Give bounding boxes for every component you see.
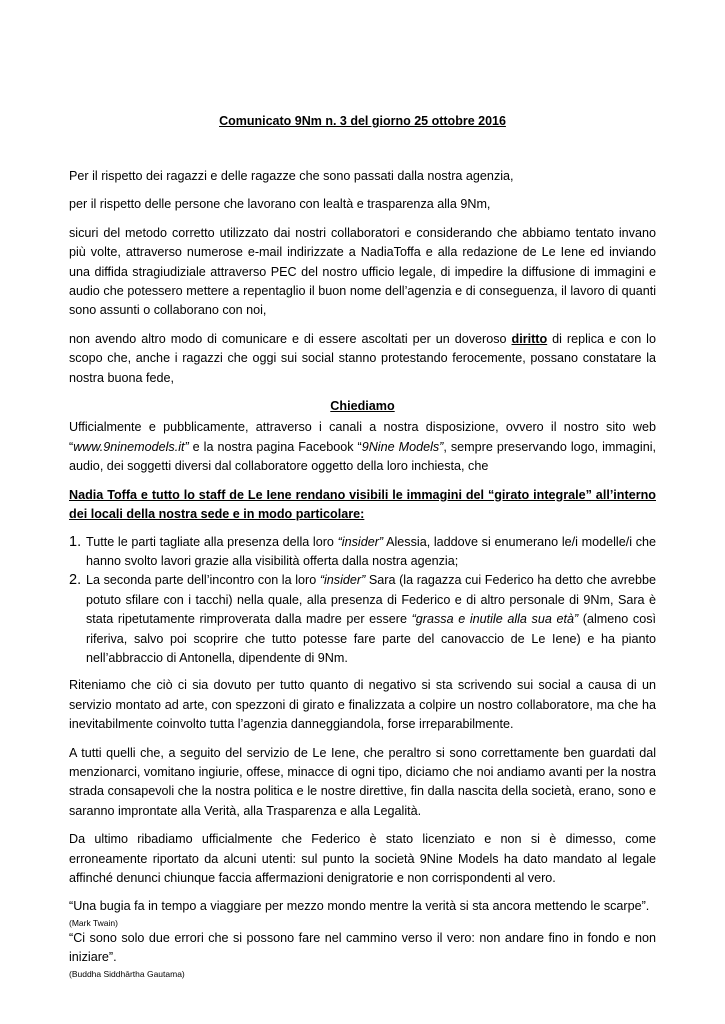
document-title: Comunicato 9Nm n. 3 del giorno 25 ottobre 2016 — [219, 114, 506, 128]
paragraph-1: Per il rispetto dei ragazzi e delle ragazze che sono passati dalla nostra agenzia, — [69, 169, 514, 183]
list-item — [69, 571, 656, 668]
paragraph-3: sicuri del metodo corretto utilizzato dai nostri collaboratori e considerando che abbiamo tentato invano più volte, attraverso numerose e-mail indirizzate a NadiaToffa e alla redazione de Le Iene ed inviando una diffida stragiudiziale attraverso PEC del nostro ufficio legale, di impedire la diffusione di immagini e audio che potessero mettere a repentaglio il buon nome dell’agenzia e di conseguenza, il lavoro di quanti sono assunti o collaborano con noi, — [69, 225, 656, 318]
list-item-text-a: Tutte le parti tagliate alla presenza della loro — [86, 534, 338, 549]
paragraph-4 — [69, 330, 656, 388]
website-name: www.9ninemodels.it” — [73, 439, 189, 454]
quote-1: “Una bugia fa in tempo a viaggiare per mezzo mondo mentre la verità si sta ancora mettendo le scarpe”. — [69, 899, 650, 914]
list-item-text-b: Alessia, laddove si enumerano le/i modelle/i che hanno svolto lavori grazie alla visibilità offerta dalla nostra agenzia; — [86, 534, 656, 568]
list-number: 2. — [69, 572, 82, 589]
quote-2-author: (Buddha Siddhārtha Gautama) — [69, 968, 185, 979]
list-item-text-c: (almeno così riferiva, salvo poi scoprire che tutto potesse fare parte del canovaccio de Le Iene) e ha pianto nell’abbraccio di Antonella, dipendente di 9Nm. — [86, 612, 656, 665]
list-item — [69, 533, 656, 572]
list-item-text-a: La seconda parte dell’incontro con la loro — [86, 573, 320, 588]
paragraph-4-emphasis: diritto — [511, 331, 548, 346]
list-item-emphasis: “insider” — [337, 534, 384, 549]
list-item-emphasis: “insider” — [319, 573, 366, 588]
list-item-emphasis-2: “grassa e inutile alla sua età” — [411, 612, 579, 627]
paragraph-6-bold: Nadia Toffa e tutto lo staff de Le Iene rendano visibili le immagini del “girato integrale” all’interno dei locali della nostra sede e in modo particolare: — [69, 487, 656, 522]
paragraph-4-text-a: non avendo altro modo di comunicare e di essere ascoltati per un doveroso — [69, 331, 512, 346]
paragraph-5-text-c: , sempre preservando logo, immagini, audio, dei soggetti diversi dal collaboratore oggetto della loro inchiesta, che — [69, 439, 656, 474]
quote-2: “Ci sono solo due errori che si possono fare nel cammino verso il vero: non andare fino in fondo e non iniziare”. — [69, 930, 656, 965]
section-heading: Chiediamo — [330, 399, 395, 414]
document-body — [69, 167, 656, 980]
list-item-text-b: Sara (la ragazza cui Federico ha detto che avrebbe potuto sfilare con i tacchi) nella quale, alla presenza di Federico e di altro personale di 9Nm, Sara è stata ripetutamente rimproverata dalla madre per essere — [86, 573, 656, 627]
facebook-page-name: 9Nine Models” — [361, 439, 444, 454]
paragraph-7: Riteniamo che ciò ci sia dovuto per tutto quanto di negativo si sta scrivendo sui social a causa di un servizio montato ad arte, con spezzoni di girato e finalizzata a colpire un nostro collaboratore, ma che ha inevitabilmente coinvolto tutta l’agenzia danneggiandola, forse irreparabilmente. — [69, 678, 656, 732]
paragraph-4-text-b: di replica e con lo scopo che, anche i ragazzi che oggi sui social stanno protestando ferocemente, possano constatare la nostra buona fede, — [69, 331, 656, 385]
paragraph-9: Da ultimo ribadiamo ufficialmente che Federico è stato licenziato e non si è dimesso, come erroneamente riportato da alcuni utenti: sul punto la società 9Nine Models ha dato mandato al legale affinché denunci chiunque faccia affermazioni denigratorie e non corrispondenti al vero. — [69, 832, 656, 885]
paragraph-5-text-a: Ufficialmente e pubblicamente, attraverso i canali a nostra disposizione, ovvero il nostro sito web “ — [69, 420, 656, 454]
paragraph-5-text-b: e la nostra pagina Facebook “ — [188, 439, 362, 454]
paragraph-2: per il rispetto delle persone che lavorano con lealtà e trasparenza alla 9Nm, — [69, 197, 491, 212]
paragraph-8: A tutti quelli che, a seguito del servizio de Le Iene, che peraltro si sono correttamente ben guardati dal menzionarci, vomitano ingiurie, offese, minacce di ogni tipo, diciamo che noi andiamo avanti per la nostra strada consapevoli che la nostra politica e le nostre direttive, fin dalla nascita della società, erano, sono e saranno improntate alla Verità, alla Trasparenza e alla Legalità. — [69, 745, 656, 818]
paragraph-5 — [69, 418, 656, 476]
list-number: 1. — [69, 533, 82, 550]
quote-1-author: (Mark Twain) — [69, 917, 118, 928]
request-list — [69, 533, 656, 669]
